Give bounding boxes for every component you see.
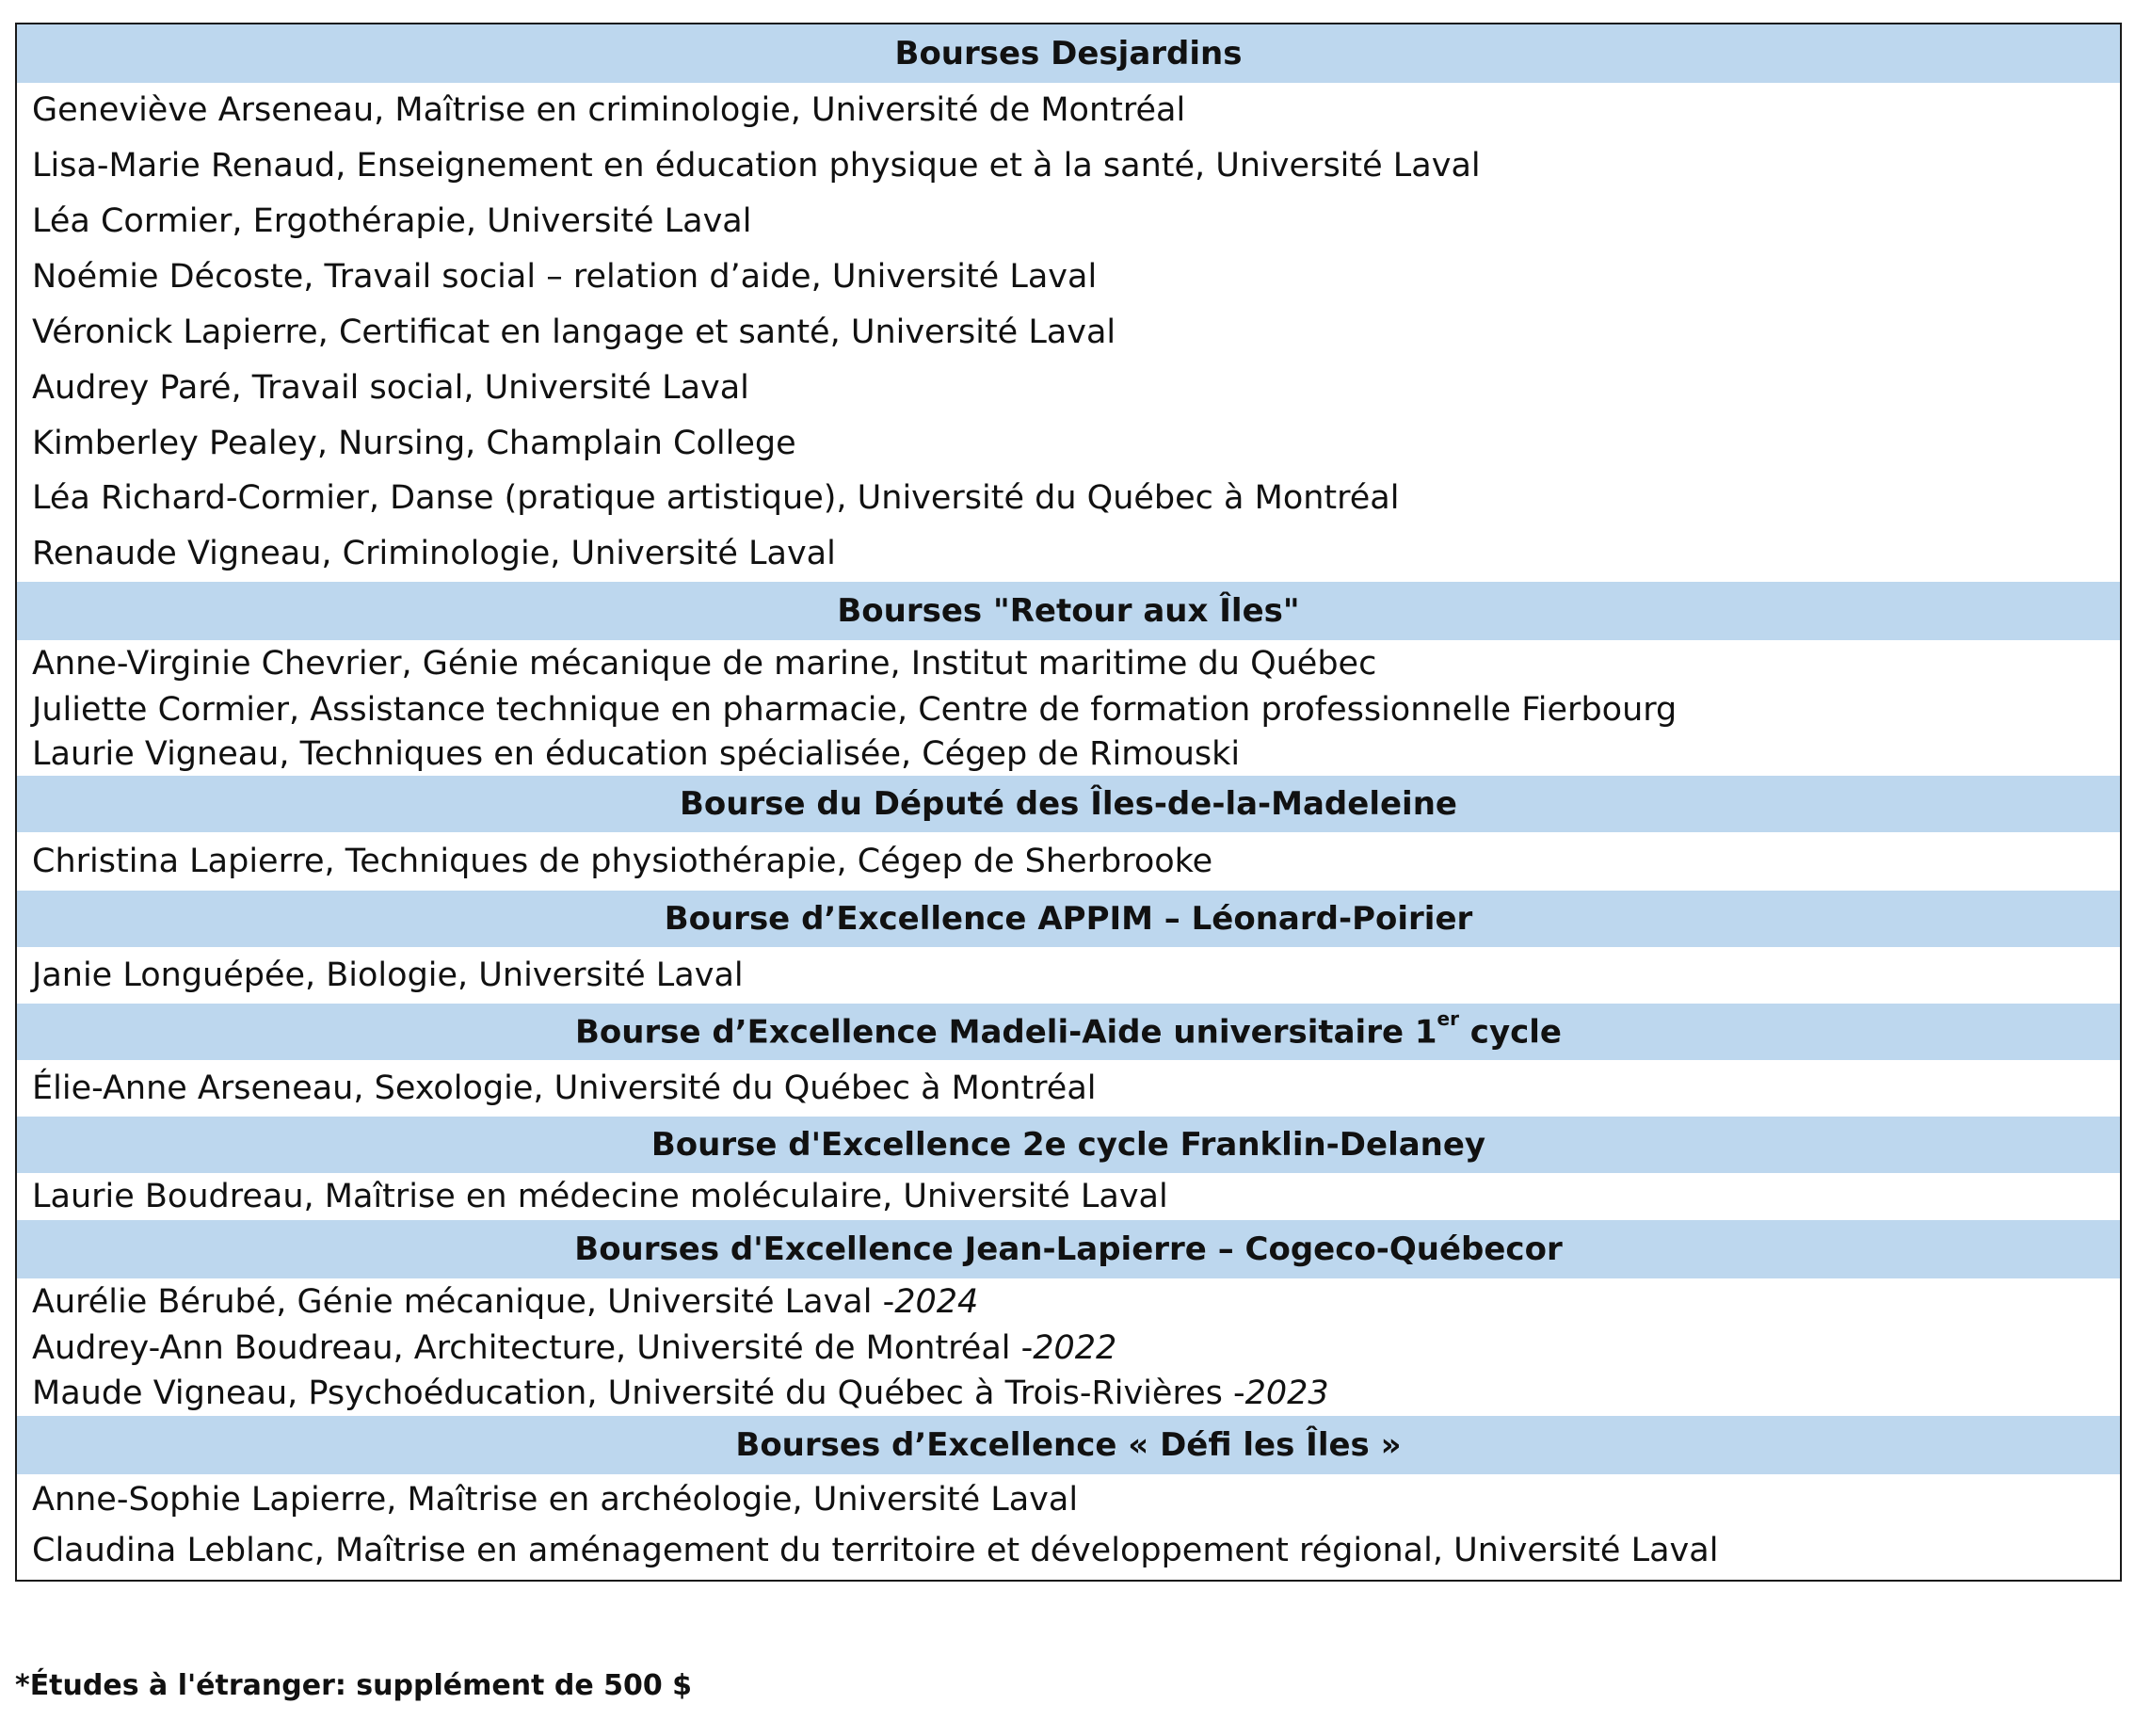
recipient-row: Anne-Virginie Chevrier, Génie mécanique de marine, Institut maritime du Québec [32,644,1377,683]
recipient-row: Audrey Paré, Travail social, Université Laval [32,368,749,407]
recipient-row: Janie Longuépée, Biologie, Université Laval [32,956,744,994]
recipient-row: Lisa-Marie Renaud, Enseignement en éducation physique et à la santé, Université Laval [32,146,1481,185]
scholarship-table [15,23,2122,1582]
section-header-defi-les-iles [17,1416,2120,1474]
recipient-row: Véronick Lapierre, Certificat en langage et santé, Université Laval [32,313,1116,351]
section-header-jean-lapierre [17,1220,2120,1278]
recipient-row: Geneviève Arseneau, Maîtrise en criminologie, Université de Montréal [32,90,1186,129]
section-title: Bourses d’Excellence « Défi les Îles » [735,1426,1402,1464]
recipient-row: Laurie Vigneau, Techniques en éducation spécialisée, Cégep de Rimouski [32,734,1241,773]
section-header-depute [17,776,2120,832]
section-title: Bourses Desjardins [894,35,1243,72]
section-title [574,1007,1562,1052]
recipient-row: Renaude Vigneau, Criminologie, Université Laval [32,534,836,572]
recipient-year: 2023 [1244,1374,1329,1412]
recipient-row: Noémie Décoste, Travail social – relation d’aide, Université Laval [32,257,1098,296]
section-title-part: Bourse d’Excellence Madeli-Aide universitaire 1 [574,1013,1437,1052]
section-header-madeli-aide [17,1004,2120,1060]
section-header-franklin-delaney [17,1117,2120,1173]
recipient-row [32,1326,2111,1371]
section-title: Bourse d'Excellence 2e cycle Franklin-Delaney [650,1126,1486,1164]
recipient-row: Kimberley Pealey, Nursing, Champlain College [32,424,796,462]
recipient-year: 2024 [894,1282,979,1321]
ordinal-superscript: er [1437,1007,1459,1031]
recipient-row: Léa Cormier, Ergothérapie, Université Laval [32,201,752,240]
recipient-row: Juliette Cormier, Assistance technique en pharmacie, Centre de formation professionnelle Fierbourg [32,690,1678,729]
recipient-text: Audrey-Ann Boudreau, Architecture, Université de Montréal - [32,1328,1034,1367]
recipient-text: Maude Vigneau, Psychoéducation, Université du Québec à Trois-Rivières - [32,1374,1245,1412]
recipient-row: Claudina Leblanc, Maîtrise en aménagement du territoire et développement régional, Université Laval [32,1531,1719,1569]
section-title: Bourse du Député des Îles-de-la-Madeleine [680,785,1457,823]
section-title-part: cycle [1458,1013,1562,1052]
section-title: Bourse d’Excellence APPIM – Léonard-Poirier [664,900,1473,938]
recipient-row: Anne-Sophie Lapierre, Maîtrise en archéologie, Université Laval [32,1480,1079,1519]
recipient-row [32,1278,2111,1326]
section-header-retour-aux-iles [17,582,2120,640]
recipient-row: Élie-Anne Arseneau, Sexologie, Université du Québec à Montréal [32,1069,1097,1107]
footnote: *Études à l'étranger: supplément de 500 $ [15,1669,693,1702]
recipient-row: Christina Lapierre, Techniques de physiothérapie, Cégep de Sherbrooke [32,842,1213,880]
recipient-text: Aurélie Bérubé, Génie mécanique, Université Laval - [32,1282,895,1321]
recipient-year: 2022 [1033,1328,1117,1367]
section-header-desjardins [17,24,2120,83]
section-title: Bourses d'Excellence Jean-Lapierre – Cogeco-Québecor [574,1230,1563,1268]
section-title: Bourses "Retour aux Îles" [837,592,1300,630]
recipient-row: Léa Richard-Cormier, Danse (pratique artistique), Université du Québec à Montréal [32,478,1400,517]
section-header-appim [17,891,2120,947]
recipient-row: Laurie Boudreau, Maîtrise en médecine moléculaire, Université Laval [32,1177,1168,1215]
recipient-row [32,1371,2111,1416]
